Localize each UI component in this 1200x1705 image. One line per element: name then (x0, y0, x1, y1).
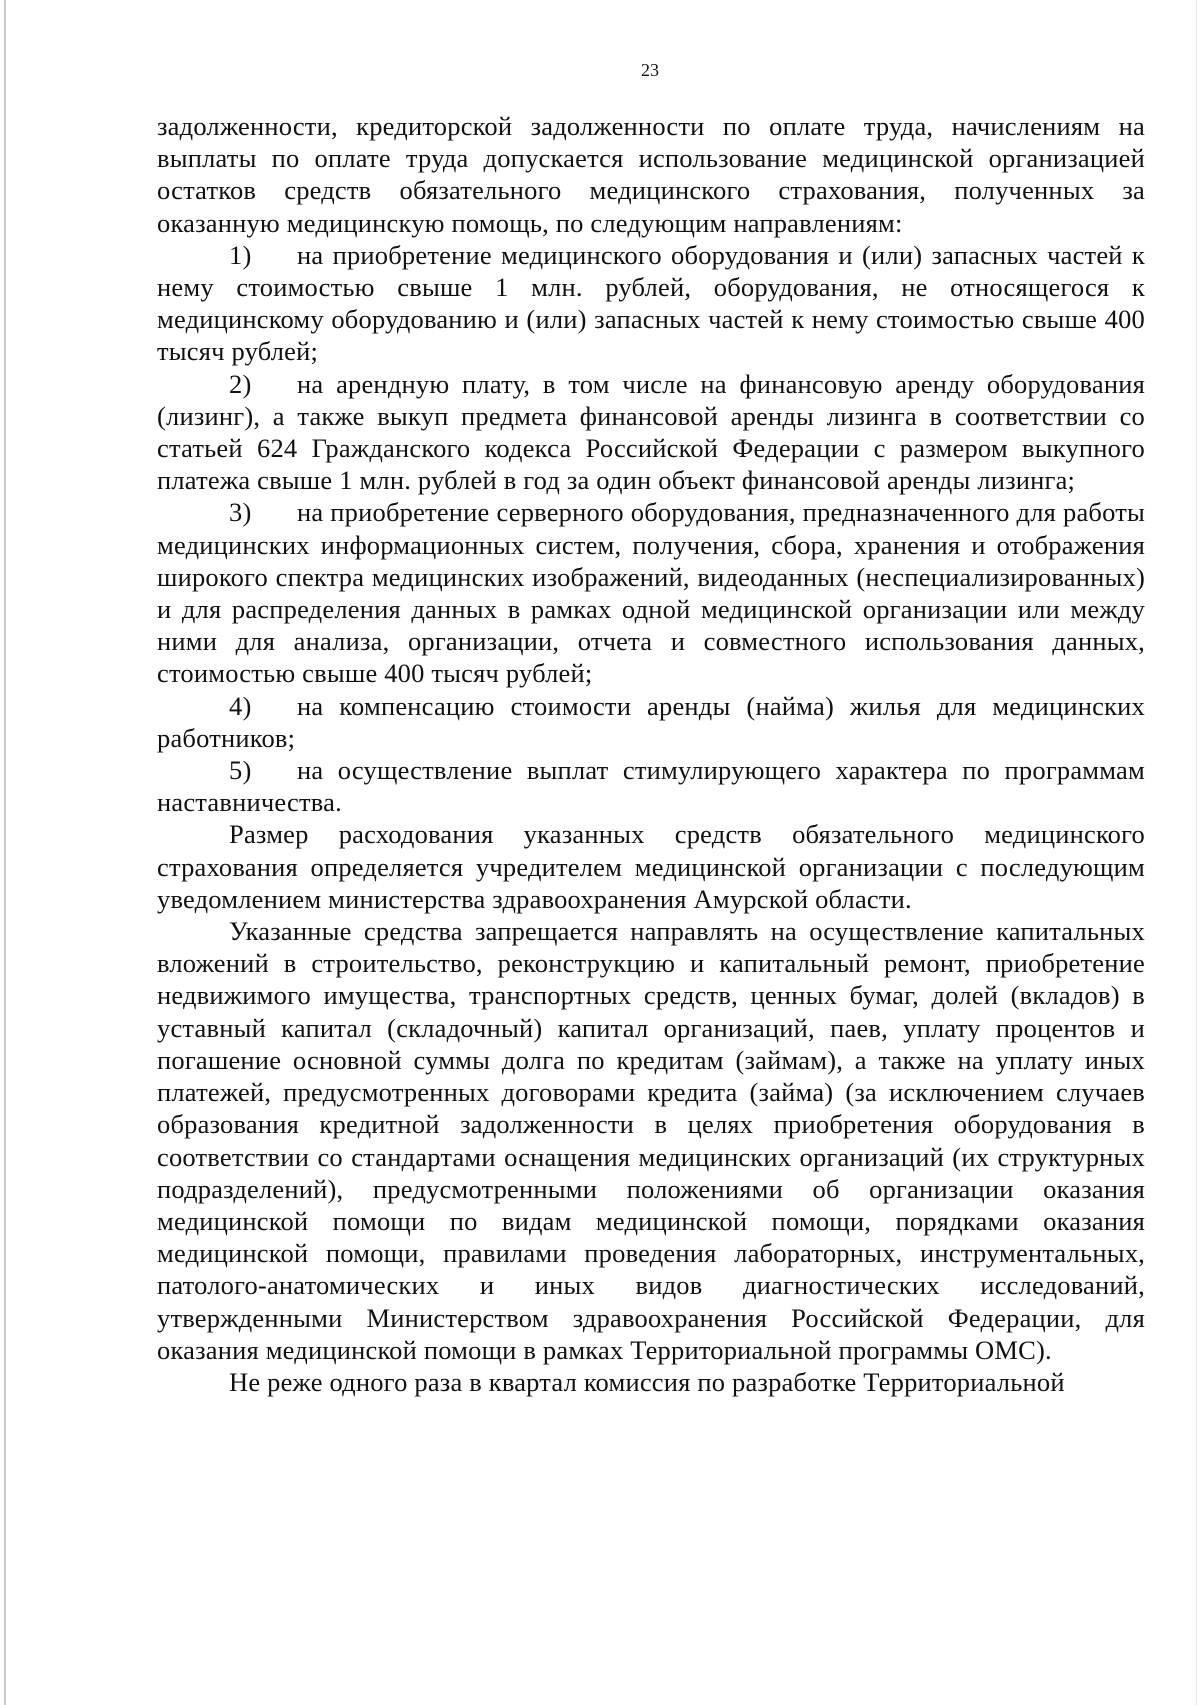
list-item-text: на арендную плату, в том числе на финансовую аренду оборудования (лизинг), а также выкуп предмета финансовой аренды лизинга в соответствии со статьей 624 Гражданского кодекса Российской Федерации с размером выкупного платежа свыше 1 млн. рублей в год за один объект финансовой аренды лизинга; (157, 368, 1145, 496)
page-number: 23 (641, 60, 659, 80)
list-item-number: 3) (229, 497, 252, 528)
list-item-number: 1) (229, 239, 252, 270)
list-item-1 (157, 239, 1145, 368)
list-item-3 (157, 496, 1145, 689)
final-paragraph: Не реже одного раза в квартал комиссия по разработке Территориальной (229, 1366, 1065, 1397)
scan-edge-left (4, 0, 6, 1705)
document-body (157, 110, 1145, 1398)
list-item-2 (157, 368, 1145, 497)
list-item-number: 2) (229, 368, 252, 399)
list-item-5 (157, 754, 1145, 818)
list-item-text: на осуществление выплат стимулирующего характера по программам наставничества. (157, 755, 1145, 818)
list-item-text: на компенсацию стоимости аренды (найма) жилья для медицинских работников; (157, 690, 1145, 753)
amount-paragraph: Размер расходования указанных средств обязательного медицинского страхования определяется учредителем медицинской организации с последующим уведомлением министерства здравоохранения Амурской области. (157, 819, 1145, 914)
list-item-number: 5) (229, 755, 252, 786)
list-item-number: 4) (229, 690, 252, 721)
scan-edge-right (1196, 0, 1197, 1705)
prohibition-paragraph: Указанные средства запрещается направлять на осуществление капитальных вложений в строительство, реконструкцию и капитальный ремонт, приобретение недвижимого имущества, транспортных средств, ценных бумаг, долей (вкладов) в уставный капитал (складочный) капитал организаций, паев, уплату процентов и погашение основной суммы долга по кредитам (займам), а также на уплату иных платежей, предусмотренных договорами кредита (займа) (за исключением случаев образования кредитной задолженности в целях приобретения оборудования в соответствии со стандартами оснащения медицинских организаций (их структурных подразделений), предусмотренными положениями об организации оказания медицинской помощи по видам медицинской помощи, порядками оказания медицинской помощи, правилами проведения лабораторных, инструментальных, патолого-анатомических и иных видов диагностических исследований, утвержденными Министерством здравоохранения Российской Федерации, для оказания медицинской помощи в рамках Территориальной программы ОМС). (157, 916, 1145, 1365)
intro-paragraph: задолженности, кредиторской задолженности по оплате труда, начислениям на выплаты по оплате труда допускается использование медицинской организацией остатков средств обязательного медицинского страхования, полученных за оказанную медицинскую помощь, по следующим направлениям: (157, 111, 1145, 238)
list-item-text: на приобретение серверного оборудования, предназначенного для работы медицинских информационных систем, получения, сбора, хранения и отображения широкого спектра медицинских изображений, видеоданных (неспециализированных) и для распределения данных в рамках одной медицинской организации или между ними для анализа, организации, отчета и совместного использования данных, стоимостью свыше 400 тысяч рублей; (157, 497, 1145, 689)
list-item-text: на приобретение медицинского оборудования и (или) запасных частей к нему стоимостью свыше 1 млн. рублей, оборудования, не относящегося к медицинскому оборудованию и (или) запасных частей к нему стоимостью свыше 400 тысяч рублей; (157, 239, 1145, 367)
list-item-4 (157, 690, 1145, 754)
